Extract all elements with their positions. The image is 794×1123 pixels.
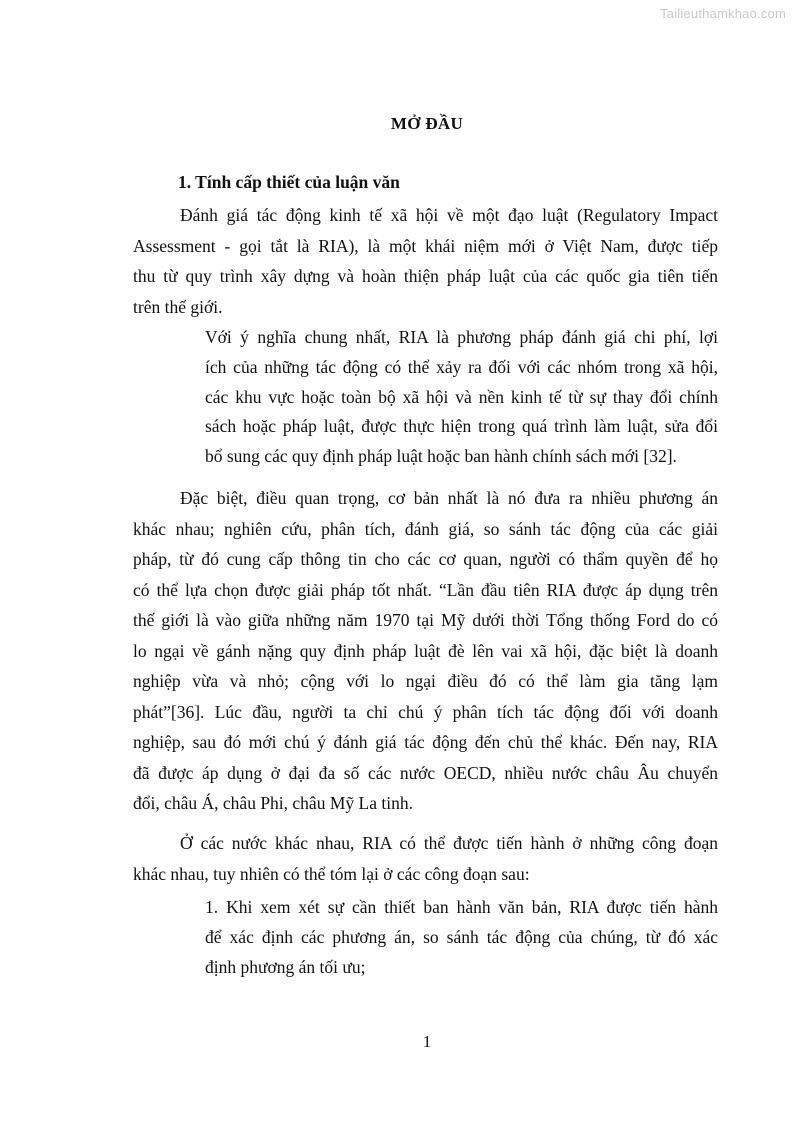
text-line: để xác định các phương án, so sánh tác động của chúng, từ đó xác	[205, 926, 718, 947]
text-line: 1. Khi xem xét sự cần thiết ban hành văn bản, RIA được tiến hành	[205, 897, 718, 917]
page-number: 1	[422, 1032, 432, 1051]
text-line: định phương án tối ưu;	[205, 956, 366, 977]
text-line: thu từ quy trình xây dựng và hoàn thiện pháp luật của các quốc gia tiên tiến	[133, 266, 718, 286]
text-line: lo ngại về gánh nặng quy định pháp luật đè lên vai xã hội, đặc biệt là doanh	[133, 640, 718, 661]
page-title: MỞ ĐẦU	[390, 114, 464, 133]
text-line: bổ sung các quy định pháp luật hoặc ban hành chính sách mới [32].	[205, 446, 677, 467]
text-line: đã được áp dụng ở đại đa số các nước OECD, nhiều nước châu Âu chuyển	[133, 762, 718, 783]
text-line: Assessment - gọi tắt là RIA), là một khái niệm mới ở Việt Nam, được tiếp	[133, 235, 718, 256]
paragraph-3	[133, 828, 718, 889]
text-line: Với ý nghĩa chung nhất, RIA là phương pháp đánh giá chi phí, lợi	[205, 327, 718, 347]
text-line: Ở các nước khác nhau, RIA có thể được tiến hành ở những công đoạn	[180, 833, 718, 853]
paragraph-1	[133, 200, 718, 322]
quote-block	[205, 323, 718, 472]
text-line: Đánh giá tác động kinh tế xã hội về một đạo luật (Regulatory Impact	[180, 205, 718, 225]
text-line: Đặc biệt, điều quan trọng, cơ bản nhất là nó đưa ra nhiều phương án	[180, 488, 718, 508]
text-line: khác nhau; nghiên cứu, phân tích, đánh giá, so sánh tác động của các giải	[133, 518, 718, 539]
text-line: sách hoặc pháp luật, được thực hiện trong quá trình làm luật, sửa đổi	[205, 416, 718, 437]
text-line: có thể lựa chọn được giải pháp tốt nhất. “Lần đầu tiên RIA được áp dụng trên	[133, 579, 718, 600]
text-line: khác nhau, tuy nhiên có thể tóm lại ở các công đoạn sau:	[133, 863, 530, 884]
watermark: Tailieuthamkhao.com	[660, 6, 786, 21]
text-line: pháp, từ đó cung cấp thông tin cho các cơ quan, người có thẩm quyền để họ	[133, 549, 718, 569]
paragraph-2	[133, 483, 718, 819]
text-line: thế giới là vào giữa những năm 1970 tại Mỹ dưới thời Tổng thống Ford do có	[133, 610, 718, 630]
text-line: phát”[36]. Lúc đầu, người ta chỉ chú ý phân tích tác động đối với doanh	[133, 701, 718, 722]
text-line: nghiệp vừa và nhỏ; cộng với lo ngại điều đó có thể làm gia tăng lạm	[133, 671, 718, 691]
text-line: đổi, châu Á, châu Phi, châu Mỹ La tinh.	[133, 793, 413, 813]
text-line: trên thế giới.	[133, 296, 223, 317]
text-line: nghiệp, sau đó mới chú ý đánh giá tác động đến chủ thể khác. Đến nay, RIA	[133, 732, 718, 752]
list-item	[205, 893, 718, 982]
section-heading: 1. Tính cấp thiết của luận văn	[178, 172, 400, 192]
text-line: ích của những tác động có thể xảy ra đối với các nhóm trong xã hội,	[205, 356, 718, 377]
text-line: các khu vực hoặc toàn bộ xã hội và nền kinh tế từ sự thay đổi chính	[205, 386, 718, 407]
